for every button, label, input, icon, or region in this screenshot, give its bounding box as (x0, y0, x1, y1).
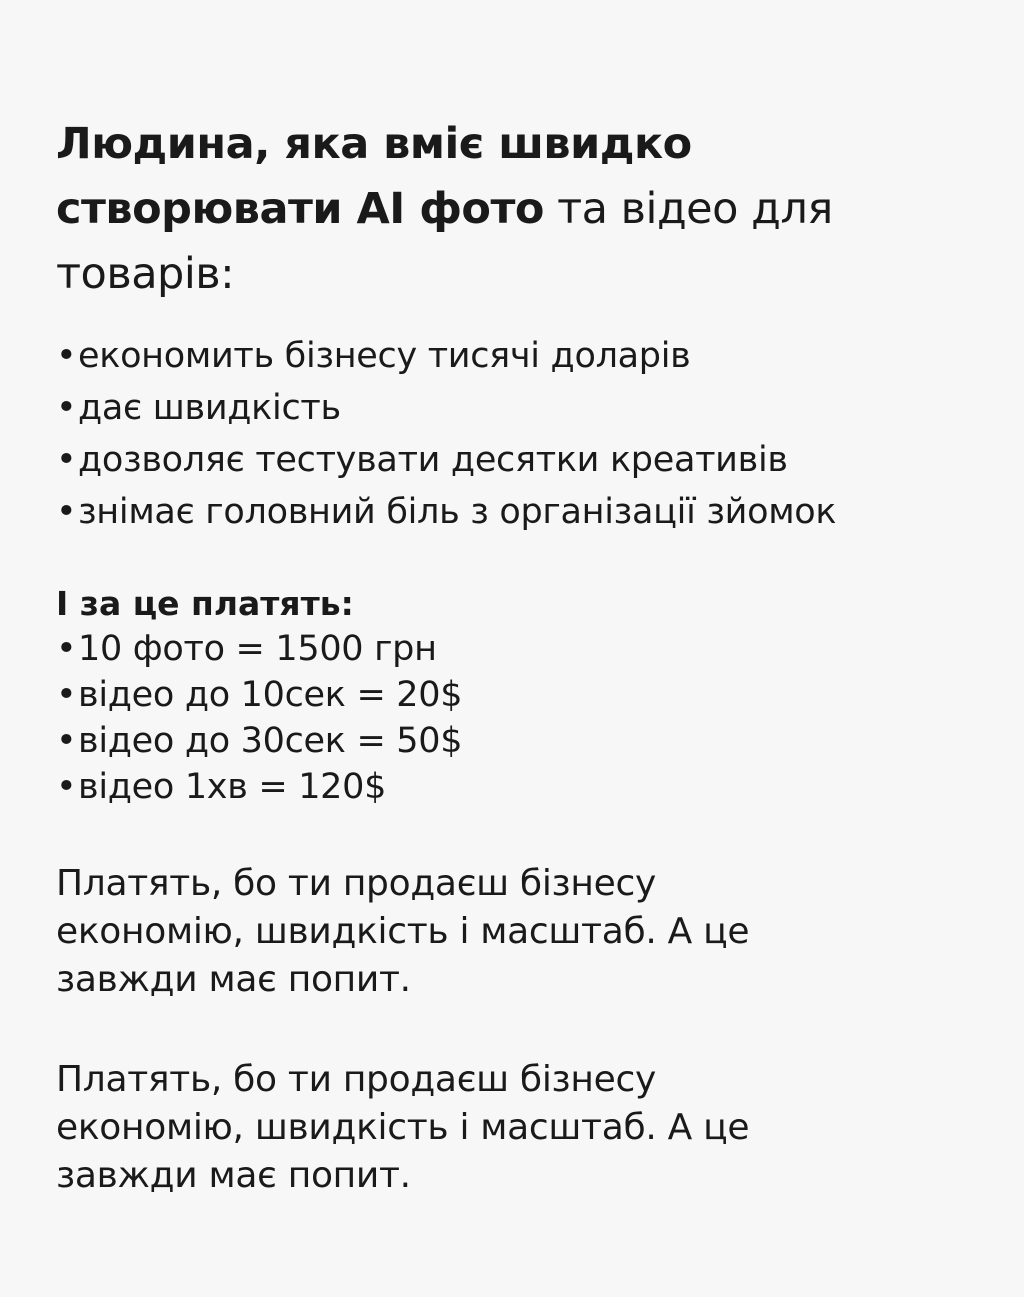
bullet-icon: • (56, 388, 77, 428)
benefit-item (56, 434, 836, 486)
paragraph-line: Платять, бо ти продаєш бізнесу (56, 1059, 656, 1100)
paragraph-line: завжди має попит. (56, 1155, 411, 1196)
price-text: відео 1хв = 120$ (78, 767, 387, 807)
paragraph-line: завжди має попит. (56, 959, 411, 1000)
price-text: 10 фото = 1500 грн (78, 629, 437, 669)
benefit-item (56, 486, 836, 538)
headline (56, 112, 956, 307)
bullet-icon: • (56, 629, 77, 669)
benefit-item (56, 330, 836, 382)
paragraph-line: економію, швидкість і масштаб. А це (56, 1107, 750, 1148)
headline-line-2 (56, 177, 956, 242)
headline-regular-phrase: та відео для (543, 184, 833, 234)
pricing-list (56, 626, 462, 810)
bullet-icon: • (56, 440, 77, 480)
pricing-heading: І за це платять: (56, 584, 354, 623)
price-item (56, 764, 462, 810)
benefit-text: знімає головний біль з організації зйомок (78, 492, 837, 532)
price-text: відео до 10сек = 20$ (78, 675, 463, 715)
benefit-text: дає швидкість (78, 388, 341, 428)
benefits-list (56, 330, 836, 538)
benefit-text: економить бізнесу тисячі доларів (78, 336, 691, 376)
benefit-item (56, 382, 836, 434)
benefit-text: дозволяє тестувати десятки креативів (78, 440, 788, 480)
paragraph-line: економію, швидкість і масштаб. А це (56, 911, 750, 952)
closing-paragraph-2 (56, 1056, 749, 1200)
price-text: відео до 30сек = 50$ (78, 721, 463, 761)
headline-line-3: товарів: (56, 249, 235, 299)
headline-bold-phrase: створювати AI фото (56, 184, 544, 234)
price-item (56, 626, 462, 672)
price-item (56, 672, 462, 718)
closing-paragraph-1 (56, 860, 749, 1004)
bullet-icon: • (56, 721, 77, 761)
bullet-icon: • (56, 336, 77, 376)
bullet-icon: • (56, 767, 77, 807)
price-item (56, 718, 462, 764)
paragraph-line: Платять, бо ти продаєш бізнесу (56, 863, 656, 904)
bullet-icon: • (56, 492, 77, 532)
headline-line-1: Людина, яка вміє швидко (56, 119, 692, 169)
bullet-icon: • (56, 675, 77, 715)
